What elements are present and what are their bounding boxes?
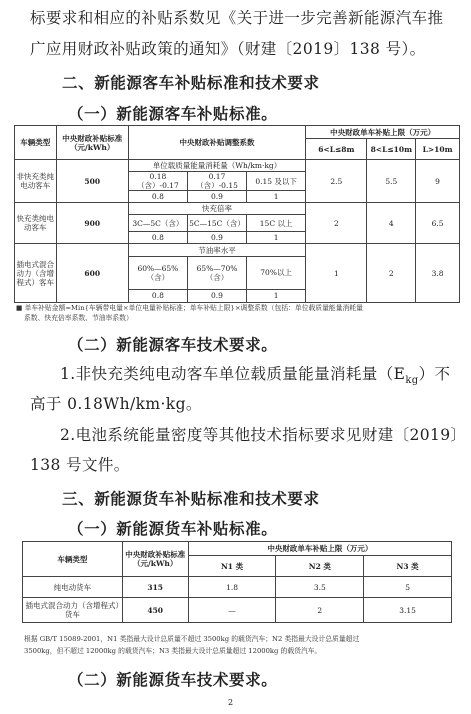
passenger-car-subsidy-table (14, 125, 460, 303)
header-cap-col: N2 类 (276, 556, 364, 577)
tech-item-1-text-end: ）不 (418, 365, 451, 383)
row-vehicle-type: 插电式混合动力（含增程式）货车 (23, 598, 123, 623)
row-cap: 2 (306, 203, 367, 244)
row-range: 5C—15C（含） (187, 215, 246, 232)
row-cap: 1 (306, 244, 367, 303)
header-cap-col: L>10m (416, 139, 460, 160)
row-cap: 2 (367, 244, 416, 303)
row-subsidy-standard: 315 (122, 577, 188, 598)
row-cap: 2 (276, 598, 364, 623)
row-range: 60%—65%（含） (128, 257, 187, 289)
tech-item-1-subscript: kg (405, 375, 419, 387)
tech-item-1-text: 1.非快充类纯电动客车单位载质量能量消耗量（E (60, 365, 406, 383)
header-cap-col: 6<L≤8m (306, 139, 367, 160)
row-coef: 1 (247, 191, 306, 203)
row-metric: 节油率水平 (128, 244, 305, 257)
header-cap-col: 8<L≤10m (367, 139, 416, 160)
page-number: 2 (228, 698, 234, 707)
row-coef: 1 (247, 232, 306, 244)
row-range: 70%以上 (247, 257, 306, 289)
row-cap: — (188, 598, 276, 623)
tech-item-2: 2.电池系统能量密度等其他技术指标要求见财建〔2019〕 (60, 426, 467, 444)
row-cap: 1.8 (188, 577, 276, 598)
row-cap: 2.5 (306, 160, 367, 203)
intro-line-1: 标要求和相应的补贴系数见《关于进一步完善新能源汽车推 (30, 9, 444, 27)
intro-line-2: 广应用财政补贴政策的通知》（财建〔2019〕138 号）。 (30, 40, 426, 58)
row-coef: 0.9 (187, 289, 246, 302)
row-cap: 3.15 (364, 598, 452, 623)
row-metric: 快充倍率 (128, 203, 305, 215)
section-3-title: 三、新能源货车补贴标准和技术要求 (62, 490, 320, 508)
row-range: 0.17（含）-0.15 (187, 172, 246, 191)
row-cap: 4 (367, 203, 416, 244)
row-coef: 1 (247, 289, 306, 302)
row-metric: 单位载质量能量消耗量（Wh/km·kg） (128, 160, 305, 172)
row-subsidy-standard: 500 (56, 160, 128, 203)
tech-item-1-line-2: 高于 0.18Wh/km·kg。 (30, 395, 202, 413)
row-range: 65%—70%（含） (187, 257, 246, 289)
section-2-title: 二、新能源客车补贴标准和技术要求 (62, 74, 320, 92)
header-subsidy-standard: 中央财政补贴标准（元/kWh） (122, 542, 188, 577)
row-subsidy-standard: 900 (56, 203, 128, 244)
table-2-note-line-2: 3500kg，但不超过 12000kg 的载货汽车；N3 类指最大设计总质量超过 12000kg 的载货汽车。 (24, 647, 322, 655)
section-2-sub-1: （一）新能源客车补贴标准。 (68, 105, 278, 123)
row-vehicle-type: 插电式混合动力（含增程式）客车 (15, 244, 57, 303)
section-3-sub-1: （一）新能源货车补贴标准。 (68, 520, 278, 538)
row-subsidy-standard: 600 (56, 244, 128, 303)
header-cap-col: N3 类 (364, 556, 452, 577)
row-coef: 0.8 (128, 191, 187, 203)
section-3-sub-2: （二）新能源货车技术要求。 (68, 671, 278, 689)
row-range: 0.18（含）-0.17 (128, 172, 187, 191)
row-range: 15C 以上 (247, 215, 306, 232)
row-cap: 9 (416, 160, 460, 203)
row-cap: 6.5 (416, 203, 460, 244)
row-coef: 0.8 (128, 289, 187, 302)
header-vehicle-type: 车辆类型 (15, 126, 57, 160)
tech-item-1 (60, 364, 471, 391)
header-cap-col: N1 类 (188, 556, 276, 577)
table-2-note-line-1: 根据 GB/T 15089-2001，N1 类指最大设计总质量不超过 3500kg 的载货汽车；N2 类指最大设计总质量超过 (24, 635, 360, 643)
header-subsidy-standard: 中央财政补贴标准（元/kWh） (56, 126, 128, 160)
row-cap: 3.8 (416, 244, 460, 303)
header-subsidy-cap: 中央财政单车补贴上限（万元） (188, 542, 451, 556)
row-coef: 0.8 (128, 232, 187, 244)
section-2-sub-2: （二）新能源客车技术要求。 (68, 336, 278, 354)
row-vehicle-type: 纯电动货车 (23, 577, 123, 598)
freight-subsidy-table (22, 541, 452, 623)
header-adjust-coef: 中央财政补贴调整系数 (128, 126, 305, 160)
row-coef: 0.9 (187, 232, 246, 244)
row-cap: 5 (364, 577, 452, 598)
row-range: 3C—5C（含） (128, 215, 187, 232)
row-range: 0.15 及以下 (247, 172, 306, 191)
row-cap: 5.5 (367, 160, 416, 203)
row-subsidy-standard: 450 (122, 598, 188, 623)
row-cap: 3.5 (276, 577, 364, 598)
table-1-note-line-1: ■ 单车补贴金额=Min{车辆带电量×单位电量补贴标准；单车补贴上限}×调整系数（包括：单位载质量能量消耗量 (16, 304, 363, 312)
tech-item-2-line-2: 138 号文件。 (30, 456, 130, 474)
table-1-note-line-2: 系数、快充倍率系数、节油率系数） (24, 314, 133, 322)
header-vehicle-type: 车辆类型 (23, 542, 123, 577)
row-coef: 0.9 (187, 191, 246, 203)
header-subsidy-cap: 中央财政单车补贴上限（万元） (306, 126, 460, 139)
row-vehicle-type: 快充类纯电动客车 (15, 203, 57, 244)
row-vehicle-type: 非快充类纯电动客车 (15, 160, 57, 203)
